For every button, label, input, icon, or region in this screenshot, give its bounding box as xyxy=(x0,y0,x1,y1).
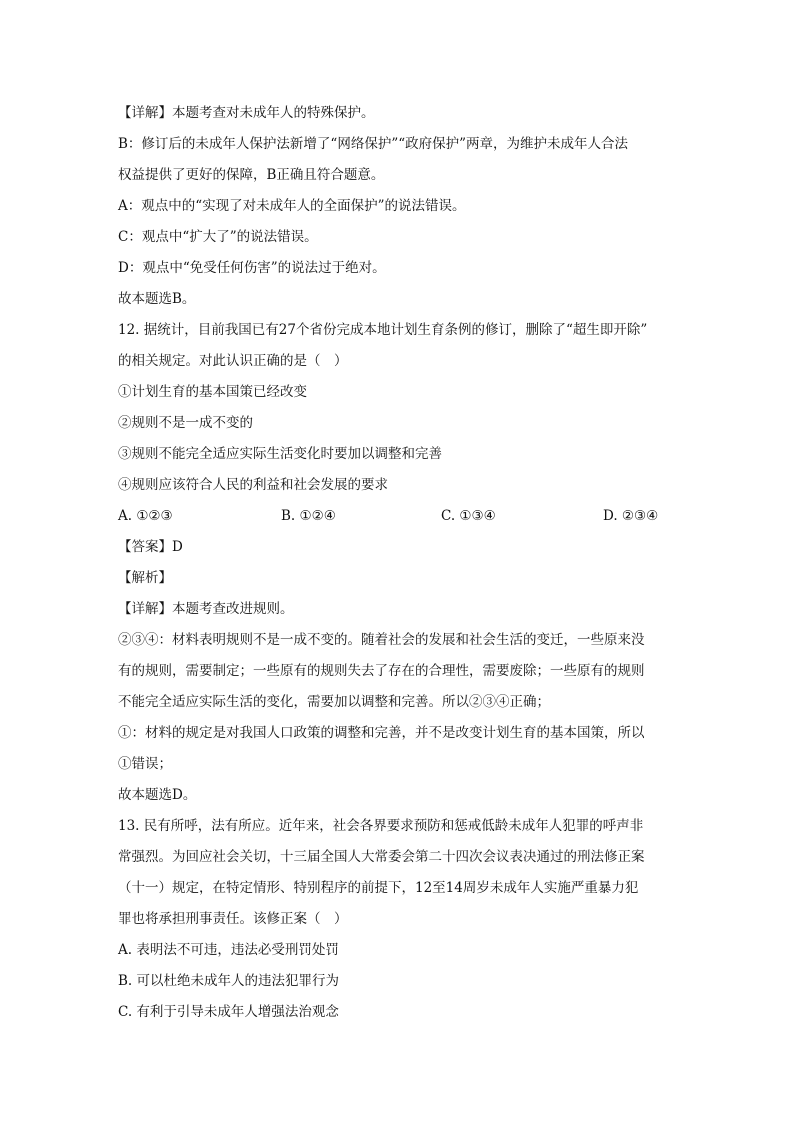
text-line: 【详解】本题考查改进规则。 xyxy=(118,601,294,617)
question-12-stem: 的相关规定。对此认识正确的是（ ） xyxy=(118,353,348,369)
statement-3: ③规则不能完全适应实际生活变化时要加以调整和完善 xyxy=(118,446,442,462)
text-line: ①：材料的规定是对我国人口政策的调整和完善，并不是改变计划生育的基本国策，所以 xyxy=(118,725,645,741)
question-13-stem: （十一）规定，在特定情形、特别程序的前提下，12至14周岁未成年人实施严重暴力犯 xyxy=(118,880,639,896)
text-line: 故本题选D。 xyxy=(118,787,197,803)
statement-1: ①计划生育的基本国策已经改变 xyxy=(118,384,307,400)
text-line: A：观点中的“实现了对未成年人的全面保护”的说法错误。 xyxy=(118,198,466,214)
statement-4: ④规则应该符合人民的利益和社会发展的要求 xyxy=(118,477,388,493)
question-13-option-c: C. 有利于引导未成年人增强法治观念 xyxy=(118,1004,339,1020)
analysis-label: 【解析】 xyxy=(118,570,172,586)
text-line: 不能完全适应实际生活的变化，需要加以调整和完善。所以②③④正确； xyxy=(118,694,550,710)
text-line: 故本题选B。 xyxy=(118,291,196,307)
text-line: ②③④：材料表明规则不是一成不变的。随着社会的发展和社会生活的变迁，一些原来没 xyxy=(118,632,645,648)
question-13-stem: 13. 民有所呼，法有所应。近年来，社会各界要求预防和惩戒低龄未成年人犯罪的呼声非 xyxy=(118,818,644,834)
option-c: C. ①③④ xyxy=(441,508,496,524)
text-line: B：修订后的未成年人保护法新增了“网络保护”“政府保护”两章，为维护未成年人合法 xyxy=(118,136,629,152)
option-a: A. ①②③ xyxy=(118,508,173,524)
option-b: B. ①②④ xyxy=(281,508,336,524)
text-line: D：观点中“免受任何伤害”的说法过于绝对。 xyxy=(118,260,386,276)
question-12-stem: 12. 据统计，目前我国已有27个省份完成本地计划生育条例的修订，删除了“超生即开除” xyxy=(118,322,648,338)
statement-2: ②规则不是一成不变的 xyxy=(118,415,253,431)
text-line: 【详解】本题考查对未成年人的特殊保护。 xyxy=(118,105,375,121)
question-13-option-b: B. 可以杜绝未成年人的违法犯罪行为 xyxy=(118,973,340,989)
text-line: 有的规则，需要制定；一些原有的规则失去了存在的合理性，需要废除；一些原有的规则 xyxy=(118,663,645,679)
option-d: D. ②③④ xyxy=(603,508,659,524)
text-line: 权益提供了更好的保障，B正确且符合题意。 xyxy=(118,167,385,183)
document-page xyxy=(118,98,678,1028)
question-12-options xyxy=(118,501,678,532)
answer-label: 【答案】D xyxy=(118,539,183,555)
question-13-option-a: A. 表明法不可违，违法必受刑罚处罚 xyxy=(118,942,339,958)
text-line: C：观点中“扩大了”的说法错误。 xyxy=(118,229,318,245)
text-line: ①错误； xyxy=(118,756,172,772)
question-13-stem: 常强烈。为回应社会关切，十三届全国人大常委会第二十四次会议表决通过的刑法修正案 xyxy=(118,849,645,865)
question-13-stem: 罪也将承担刑事责任。该修正案（ ） xyxy=(118,911,348,927)
